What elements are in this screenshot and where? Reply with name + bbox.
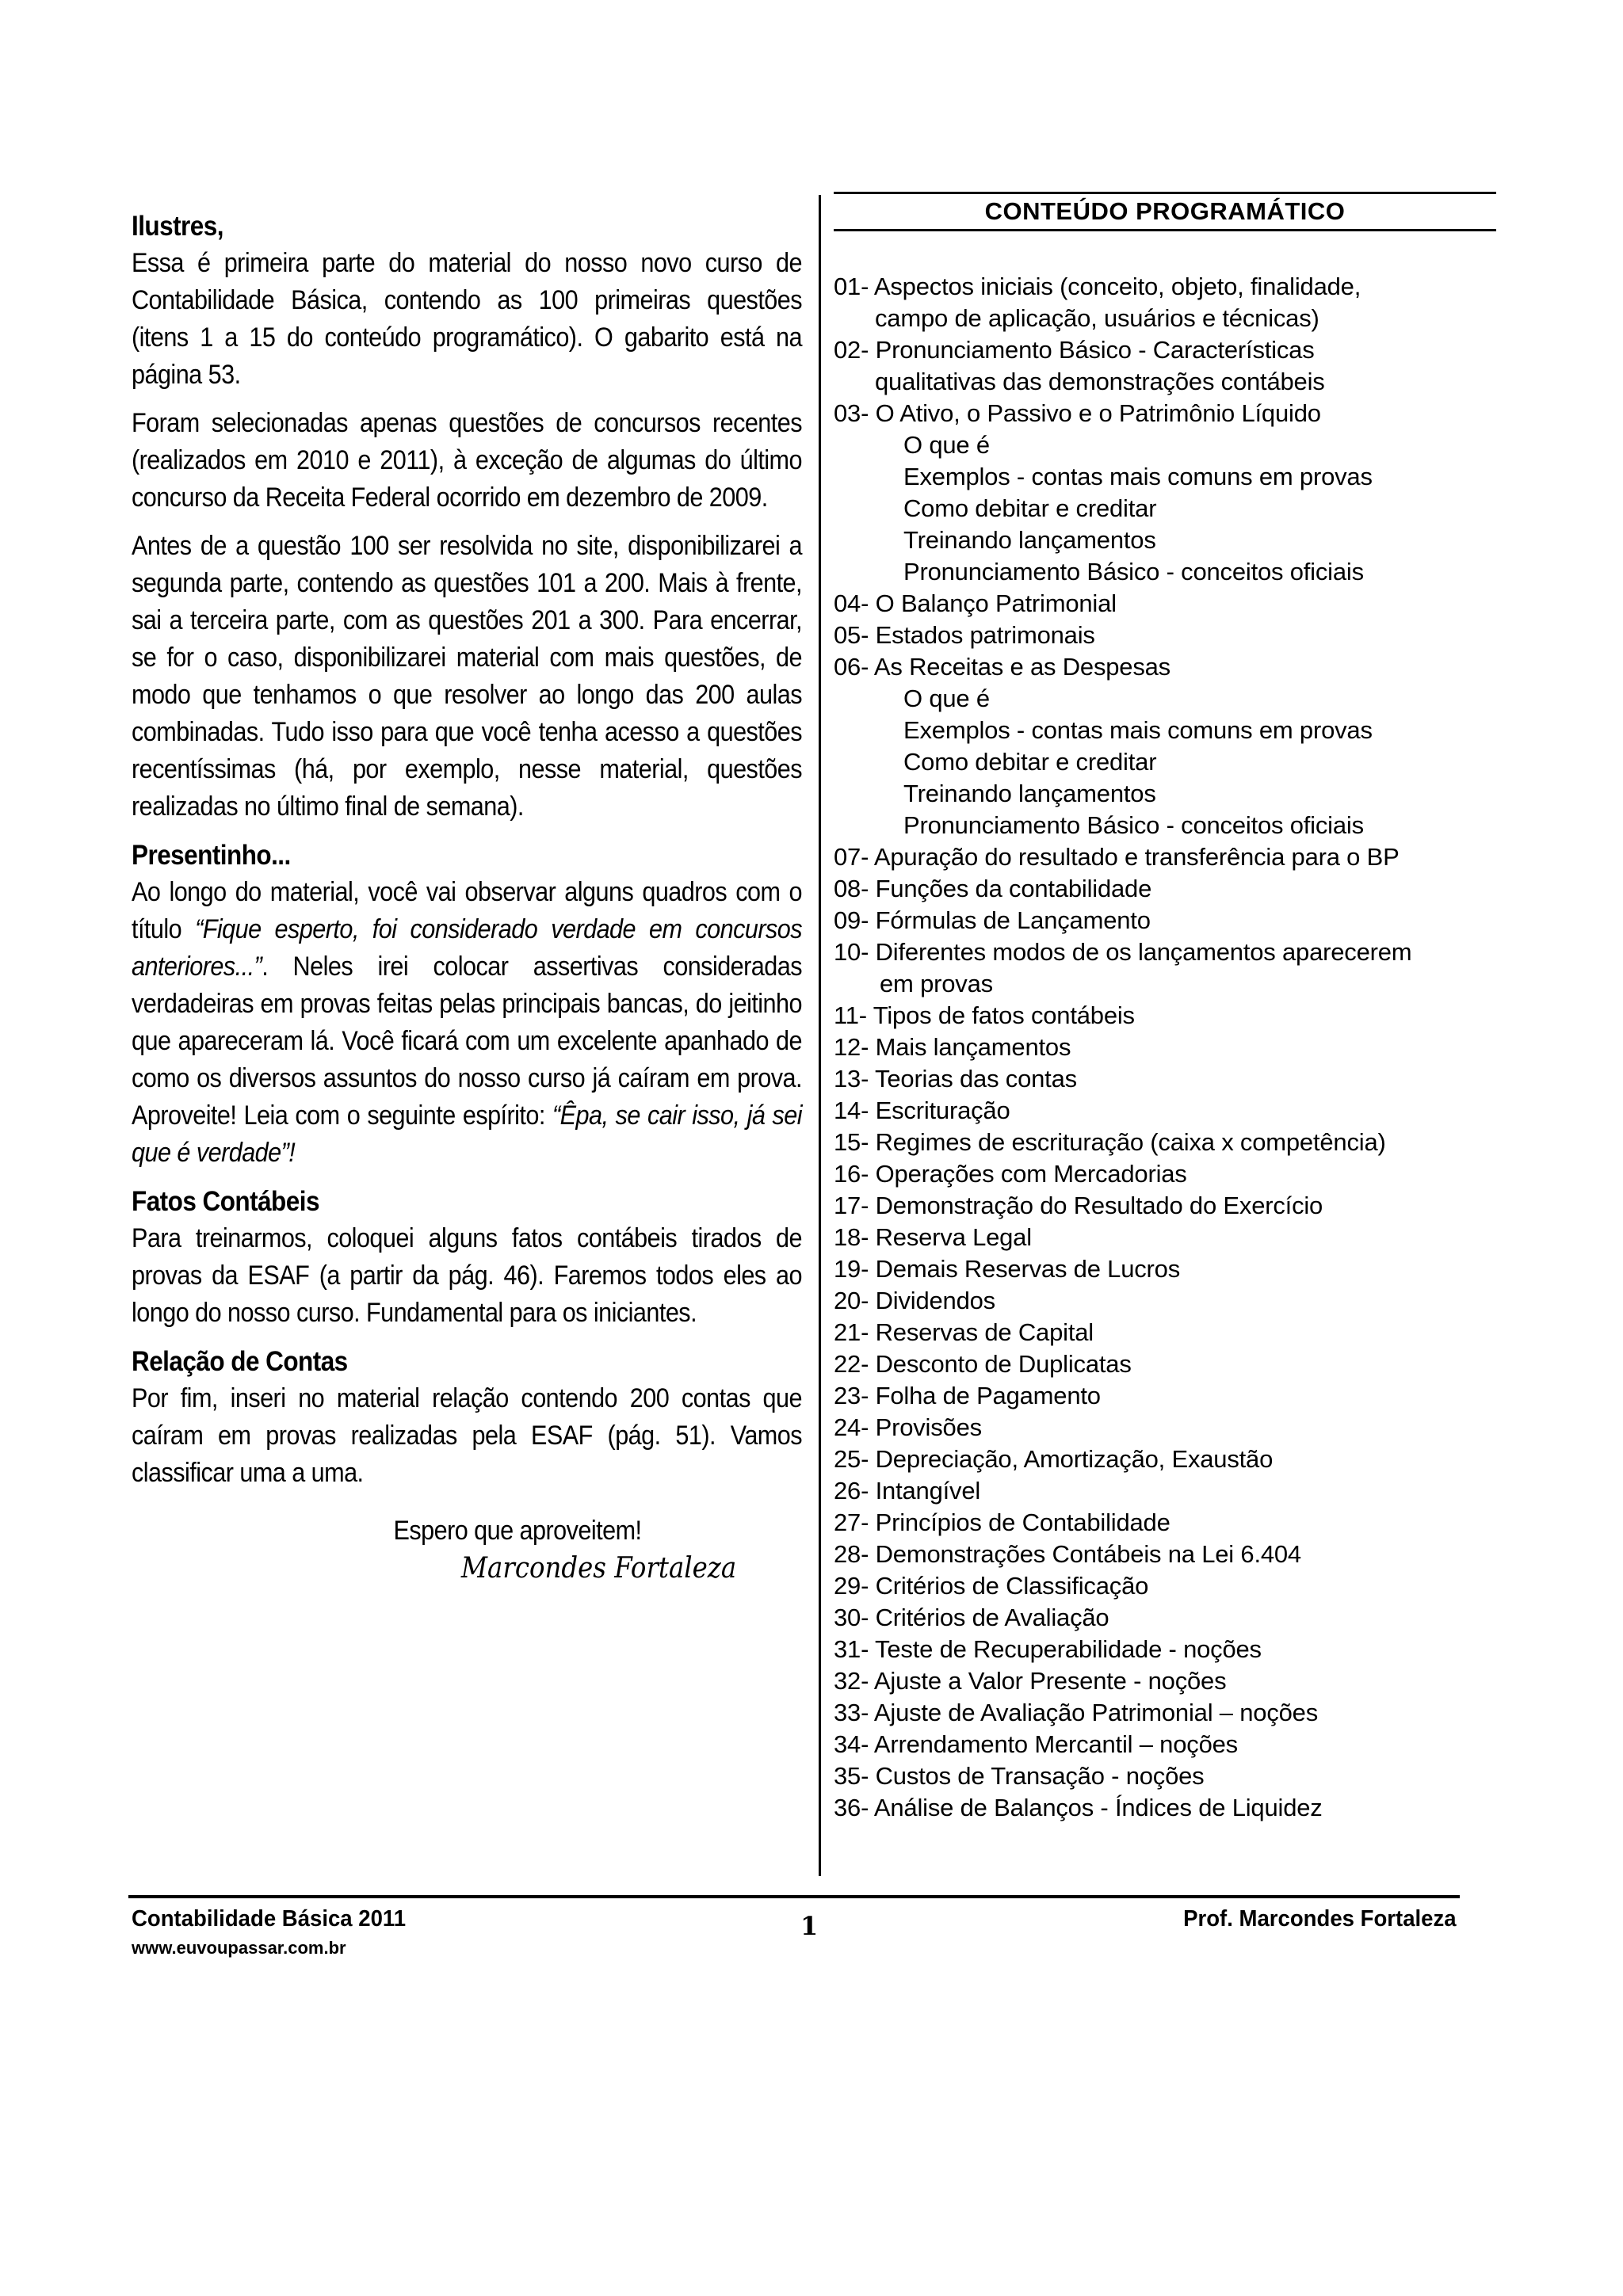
toc-line: em provas <box>880 970 993 997</box>
toc-line: Exemplos - contas mais comuns em provas <box>903 463 1373 490</box>
heading-presentinho: Presentinho... <box>132 840 291 871</box>
p4-part-a: Ao longo do material, você vai observar alguns quadros com o título <box>132 877 802 944</box>
toc-line: 10- Diferentes modos de os lançamentos aparecerem <box>834 938 1412 966</box>
p4-quote-2: “Êpa, se cair isso, já sei que é verdade”! <box>132 1100 802 1168</box>
toc-line: 30- Critérios de Avaliação <box>834 1604 1109 1631</box>
footer-author: Prof. Marcondes Fortaleza <box>1183 1906 1457 1932</box>
toc-line: Treinando lançamentos <box>903 780 1156 807</box>
toc-line: 25- Depreciação, Amortização, Exaustão <box>834 1445 1274 1473</box>
p4-quote: “Fique esperto, foi considerado verdade em concursos anteriores...” <box>132 914 802 982</box>
intro-paragraph-4 <box>132 874 802 1172</box>
toc-line: Como debitar e creditar <box>903 748 1157 776</box>
toc-line: 21- Reservas de Capital <box>834 1318 1094 1346</box>
toc-line: 24- Provisões <box>834 1413 982 1441</box>
toc-line: 05- Estados patrimonais <box>834 621 1095 649</box>
toc-line: 19- Demais Reservas de Lucros <box>834 1255 1180 1283</box>
page-number: 1 <box>800 1911 819 1941</box>
toc-line: 26- Intangível <box>834 1477 981 1505</box>
heading-relacao-de-contas: Relação de Contas <box>132 1346 348 1377</box>
toc-line: 22- Desconto de Duplicatas <box>834 1350 1132 1378</box>
intro-column <box>132 208 802 1587</box>
intro-paragraph-3: Antes de a questão 100 ser resolvida no site, disponibilizarei a segunda parte, contendo as questões 101 a 200. Mais à frente, sai a terceira parte, com as questões 201 a 300. Para encerrar, se for o caso, disponibilizarei material com mais questões, de modo que tenhamos o que resolver ao longo das 200 aulas combinadas. Tudo isso para que você tenha acesso a questões recentíssimas (há, por exemplo, nesse material, questões realizadas no último final de semana). <box>132 531 802 822</box>
toc-line: Pronunciamento Básico - conceitos oficiais <box>903 811 1364 839</box>
toc-line: 36- Análise de Balanços - Índices de Liquidez <box>834 1794 1323 1821</box>
toc-line: Exemplos - contas mais comuns em provas <box>903 716 1373 744</box>
greeting: Ilustres, <box>132 211 223 242</box>
toc-line: 27- Princípios de Contabilidade <box>834 1508 1170 1536</box>
toc-line: 02- Pronunciamento Básico - Características <box>834 336 1315 364</box>
toc-line: 23- Folha de Pagamento <box>834 1382 1101 1409</box>
closing-line: Espero que aproveitem! <box>393 1516 642 1546</box>
toc-column <box>834 192 1496 1824</box>
toc-line: 32- Ajuste a Valor Presente - noções <box>834 1667 1227 1695</box>
toc-line: 18- Reserva Legal <box>834 1223 1032 1251</box>
toc-line: 13- Teorias das contas <box>834 1065 1077 1093</box>
footer-left <box>132 1904 420 1962</box>
footer-course: Contabilidade Básica 2011 <box>132 1906 407 1932</box>
toc-line: Como debitar e creditar <box>903 494 1157 522</box>
signature: Marcondes Fortaleza <box>460 1552 737 1585</box>
toc-line: 17- Demonstração do Resultado do Exercício <box>834 1192 1323 1219</box>
toc-line: 06- As Receitas e as Despesas <box>834 653 1170 681</box>
toc-line: 09- Fórmulas de Lançamento <box>834 906 1151 934</box>
intro-paragraph-1: Essa é primeira parte do material do nosso novo curso de Contabilidade Básica, contendo as 100 primeiras questões (itens 1 a 15 do conteúdo programático). O gabarito está na página 53. <box>132 248 802 390</box>
toc-line: 29- Critérios de Classificação <box>834 1572 1149 1600</box>
toc-line: 16- Operações com Mercadorias <box>834 1160 1187 1188</box>
toc-line: 08- Funções da contabilidade <box>834 875 1152 902</box>
toc-title-rule <box>834 229 1496 231</box>
column-divider <box>819 195 821 1876</box>
intro-paragraph-2: Foram selecionadas apenas questões de concursos recentes (realizados em 2010 e 2011), à exceção de algumas do último concurso da Receita Federal ocorrido em dezembro de 2009. <box>132 408 802 513</box>
toc-line: O que é <box>903 431 990 459</box>
toc-line: campo de aplicação, usuários e técnicas) <box>875 304 1319 332</box>
toc-line: qualitativas das demonstrações contábeis <box>875 368 1325 395</box>
toc-line: 03- O Ativo, o Passivo e o Patrimônio Líquido <box>834 399 1321 427</box>
heading-fatos-contabeis: Fatos Contábeis <box>132 1186 319 1217</box>
toc-line: 07- Apuração do resultado e transferência para o BP <box>834 843 1400 871</box>
toc-line: O que é <box>903 685 990 712</box>
toc-line: 11- Tipos de fatos contábeis <box>834 1001 1135 1029</box>
toc-list <box>834 271 1496 1824</box>
footer-rule <box>128 1895 1460 1898</box>
toc-line: 01- Aspectos iniciais (conceito, objeto, finalidade, <box>834 273 1361 300</box>
intro-paragraph-6: Por fim, inseri no material relação contendo 200 contas que caíram em provas realizadas pela ESAF (pág. 51). Vamos classificar uma a uma. <box>132 1383 802 1488</box>
toc-line: 34- Arrendamento Mercantil – noções <box>834 1730 1238 1758</box>
footer-site: www.euvoupassar.com.br <box>132 1938 346 1958</box>
toc-line: Pronunciamento Básico - conceitos oficiais <box>903 558 1364 585</box>
toc-line: 28- Demonstrações Contábeis na Lei 6.404 <box>834 1540 1301 1568</box>
intro-paragraph-5: Para treinarmos, coloquei alguns fatos contábeis tirados de provas da ESAF (a partir da pág. 46). Faremos todos eles ao longo do nosso curso. Fundamental para os iniciantes. <box>132 1223 802 1328</box>
toc-line: 20- Dividendos <box>834 1287 995 1314</box>
toc-line: 31- Teste de Recuperabilidade - noções <box>834 1635 1262 1663</box>
toc-title: CONTEÚDO PROGRAMÁTICO <box>984 197 1346 225</box>
toc-line: 33- Ajuste de Avaliação Patrimonial – noções <box>834 1699 1319 1726</box>
toc-line: 35- Custos de Transação - noções <box>834 1762 1205 1790</box>
toc-line: Treinando lançamentos <box>903 526 1156 554</box>
p4-part-b: . Neles irei colocar assertivas consideradas verdadeiras em provas feitas pelas principais bancas, do jeitinho que apareceram lá. Você ficará com um excelente apanhado de como os diversos assuntos do nosso curso já caíram em prova. Aproveite! Leia com o seguinte espírito: <box>132 952 802 1131</box>
toc-line: 14- Escrituração <box>834 1097 1010 1124</box>
toc-line: 12- Mais lançamentos <box>834 1033 1071 1061</box>
toc-line: 15- Regimes de escrituração (caixa x competência) <box>834 1128 1386 1156</box>
toc-line: 04- O Balanço Patrimonial <box>834 589 1117 617</box>
